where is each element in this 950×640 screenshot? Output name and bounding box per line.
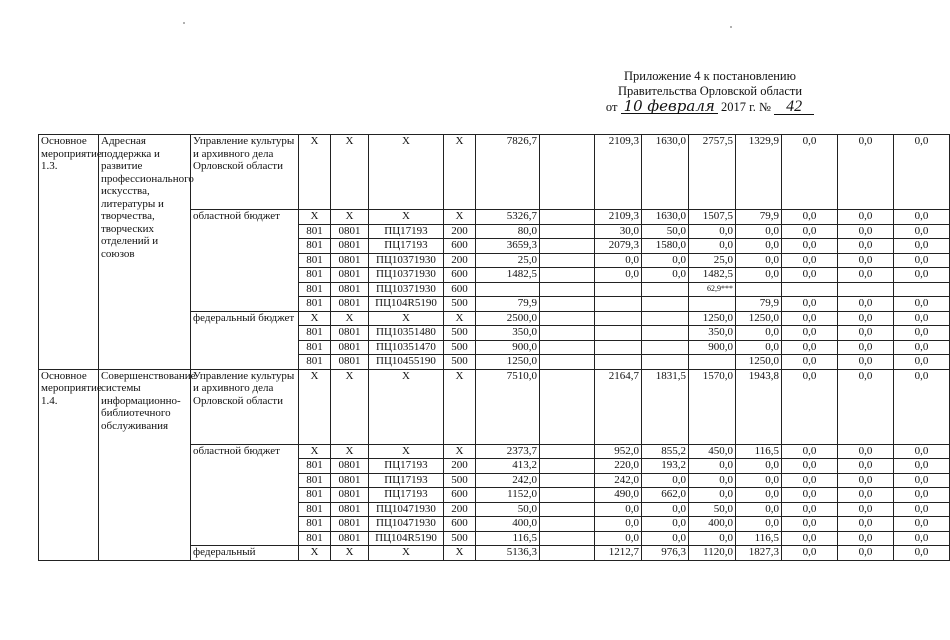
table-cell: 0801	[331, 473, 369, 488]
table-cell: 1120,0	[689, 546, 736, 561]
table-cell	[540, 253, 595, 268]
table-cell: 0,0	[642, 268, 689, 283]
table-cell: 2757,5	[689, 135, 736, 210]
table-cell: 0801	[331, 326, 369, 341]
table-cell	[540, 502, 595, 517]
table-cell: 0,0	[736, 517, 782, 532]
table-cell: 2079,3	[595, 239, 642, 254]
table-cell	[540, 239, 595, 254]
table-cell: Х	[331, 311, 369, 326]
table-cell: 62,9***	[689, 282, 736, 297]
table-cell: 3659,3	[476, 239, 540, 254]
table-cell: 600	[444, 239, 476, 254]
handwritten-date: 10 февраля	[621, 99, 718, 114]
table-cell: 1630,0	[642, 210, 689, 225]
table-cell	[595, 340, 642, 355]
table-cell: 0,0	[894, 253, 950, 268]
table-cell: 79,9	[736, 297, 782, 312]
table-cell: 2373,7	[476, 444, 540, 459]
table-cell: 1507,5	[689, 210, 736, 225]
table-cell: 801	[299, 517, 331, 532]
table-cell: 0,0	[782, 135, 838, 210]
table-cell	[689, 297, 736, 312]
table-cell	[782, 282, 838, 297]
table-cell: 0,0	[894, 311, 950, 326]
table-cell	[838, 282, 894, 297]
table-cell: 0801	[331, 224, 369, 239]
table-cell: Х	[369, 135, 444, 210]
header-line-3	[560, 99, 860, 115]
table-cell	[540, 268, 595, 283]
table-cell: 1329,9	[736, 135, 782, 210]
table-cell: 0,0	[894, 473, 950, 488]
table-cell	[595, 326, 642, 341]
table-cell: 801	[299, 297, 331, 312]
table-cell: 0801	[331, 517, 369, 532]
table-cell: Х	[331, 369, 369, 444]
table-cell: 801	[299, 531, 331, 546]
table-cell: 2109,3	[595, 135, 642, 210]
table-cell: 0801	[331, 355, 369, 370]
table-cell: 50,0	[476, 502, 540, 517]
table-cell: 0,0	[782, 369, 838, 444]
table-cell: Х	[299, 369, 331, 444]
table-cell	[642, 355, 689, 370]
section-name: Адресная поддержка и развитие профессионального искусства, литературы и творчества, творческих отделений и союзов	[99, 135, 191, 370]
table-cell	[894, 282, 950, 297]
table-cell	[540, 444, 595, 459]
table-cell: 600	[444, 268, 476, 283]
table-cell: Х	[299, 311, 331, 326]
table-cell: 801	[299, 502, 331, 517]
table-cell	[540, 297, 595, 312]
table-cell	[595, 282, 642, 297]
table-cell: 350,0	[689, 326, 736, 341]
table-cell: 7510,0	[476, 369, 540, 444]
table-cell: 5326,7	[476, 210, 540, 225]
table-cell: 0,0	[838, 135, 894, 210]
table-cell: 801	[299, 355, 331, 370]
table-cell: 25,0	[476, 253, 540, 268]
table-cell: Х	[369, 369, 444, 444]
table-cell: Х	[369, 311, 444, 326]
table-cell: 0801	[331, 502, 369, 517]
table-cell: 1831,5	[642, 369, 689, 444]
table-cell: 801	[299, 253, 331, 268]
table-cell	[540, 459, 595, 474]
table-cell: 0801	[331, 488, 369, 503]
table-cell	[736, 282, 782, 297]
table-cell: 0,0	[642, 253, 689, 268]
table-cell: 0,0	[736, 253, 782, 268]
table-cell: 0,0	[894, 135, 950, 210]
table-cell: 0801	[331, 253, 369, 268]
table-cell: ПЦ10351470	[369, 340, 444, 355]
table-cell: Х	[444, 444, 476, 459]
table-cell: ПЦ104R5190	[369, 531, 444, 546]
table-cell: 0,0	[595, 502, 642, 517]
table-cell: 1482,5	[476, 268, 540, 283]
table-cell: 0,0	[782, 355, 838, 370]
table-cell: 0,0	[838, 517, 894, 532]
table-cell: 0,0	[838, 210, 894, 225]
table-cell: Х	[299, 210, 331, 225]
table-cell: ПЦ10471930	[369, 517, 444, 532]
table-cell: 500	[444, 473, 476, 488]
table-cell: 0,0	[595, 268, 642, 283]
table-cell: 801	[299, 488, 331, 503]
table-cell: 0,0	[894, 444, 950, 459]
table-cell: 0,0	[595, 531, 642, 546]
table-cell: ПЦ17193	[369, 473, 444, 488]
table-cell	[689, 355, 736, 370]
table-cell: 2164,7	[595, 369, 642, 444]
table-cell: ПЦ10471930	[369, 502, 444, 517]
table-cell: 0,0	[642, 517, 689, 532]
table-cell: 0,0	[838, 355, 894, 370]
table-cell: 0,0	[838, 444, 894, 459]
table-cell: 0,0	[838, 268, 894, 283]
table-cell: 30,0	[595, 224, 642, 239]
table-cell: 0,0	[782, 546, 838, 561]
table-cell: 0,0	[782, 459, 838, 474]
table-cell: Х	[444, 546, 476, 561]
table-cell	[540, 546, 595, 561]
table-cell: 0,0	[736, 326, 782, 341]
table-cell: Х	[444, 210, 476, 225]
table-cell: 450,0	[689, 444, 736, 459]
table-cell: 1250,0	[736, 355, 782, 370]
table-cell: 0,0	[838, 239, 894, 254]
table-cell: 0,0	[782, 340, 838, 355]
table-cell: 801	[299, 282, 331, 297]
table-row	[39, 135, 950, 210]
table-cell: 500	[444, 297, 476, 312]
table-cell: 0,0	[894, 517, 950, 532]
table-cell: 0,0	[838, 311, 894, 326]
table-cell: 0,0	[894, 210, 950, 225]
funding-source: Управление культуры и архивного дела Орловской области	[191, 135, 299, 210]
table-cell: 220,0	[595, 459, 642, 474]
table-cell: 116,5	[736, 531, 782, 546]
table-cell: 1827,3	[736, 546, 782, 561]
table-cell: ПЦ17193	[369, 488, 444, 503]
table-cell: 0,0	[894, 326, 950, 341]
table-cell: 200	[444, 253, 476, 268]
table-cell: 0,0	[838, 546, 894, 561]
table-cell: ПЦ10371930	[369, 268, 444, 283]
table-cell: 0,0	[838, 253, 894, 268]
table-cell: 0,0	[689, 531, 736, 546]
table-cell: 0,0	[689, 473, 736, 488]
table-cell	[540, 340, 595, 355]
table-cell: 0,0	[689, 239, 736, 254]
table-cell: 350,0	[476, 326, 540, 341]
table-cell	[540, 135, 595, 210]
table-cell: 25,0	[689, 253, 736, 268]
table-cell: 0,0	[595, 253, 642, 268]
table-cell	[642, 326, 689, 341]
table-cell	[540, 282, 595, 297]
table-cell: 0,0	[894, 459, 950, 474]
table-cell: ПЦ10351480	[369, 326, 444, 341]
table-cell: 0,0	[642, 473, 689, 488]
table-cell: 600	[444, 517, 476, 532]
table-cell: 0,0	[689, 459, 736, 474]
section-name: Совершенствование системы информационно-библиотечного обслуживания	[99, 369, 191, 560]
header-line-1: Приложение 4 к постановлению	[624, 69, 796, 83]
table-cell: 0,0	[782, 210, 838, 225]
table-cell: Х	[331, 135, 369, 210]
table-cell: 0,0	[642, 502, 689, 517]
table-cell: ПЦ10455190	[369, 355, 444, 370]
table-cell: Х	[299, 546, 331, 561]
table-cell: 801	[299, 459, 331, 474]
table-cell: ПЦ10371930	[369, 253, 444, 268]
table-cell: 976,3	[642, 546, 689, 561]
table-cell: 0,0	[894, 224, 950, 239]
funding-source: Управление культуры и архивного дела Орловской области	[191, 369, 299, 444]
table-cell	[540, 488, 595, 503]
table-cell	[642, 340, 689, 355]
table-cell: 0,0	[782, 326, 838, 341]
table-cell: ПЦ17193	[369, 459, 444, 474]
table-cell: Х	[299, 444, 331, 459]
header-year: 2017 г. №	[720, 100, 771, 114]
table-cell: 0,0	[736, 488, 782, 503]
table-cell: 0,0	[736, 224, 782, 239]
table-cell: 1570,0	[689, 369, 736, 444]
table-cell: Х	[369, 546, 444, 561]
table-cell	[540, 311, 595, 326]
table-cell: 900,0	[476, 340, 540, 355]
table-cell: 490,0	[595, 488, 642, 503]
table-cell: 0,0	[894, 488, 950, 503]
funding-source: областной бюджет	[191, 210, 299, 312]
budget-table	[38, 134, 950, 561]
table-cell	[642, 282, 689, 297]
table-cell: 79,9	[476, 297, 540, 312]
table-cell: 2500,0	[476, 311, 540, 326]
table-cell: 1630,0	[642, 135, 689, 210]
table-cell: 1580,0	[642, 239, 689, 254]
table-cell: 600	[444, 282, 476, 297]
header-from: от	[605, 100, 618, 114]
table-cell: 400,0	[689, 517, 736, 532]
table-cell: 0,0	[782, 224, 838, 239]
table-cell: 0,0	[894, 502, 950, 517]
table-cell: Х	[331, 546, 369, 561]
table-cell: 200	[444, 459, 476, 474]
table-cell: 0801	[331, 239, 369, 254]
table-cell: 0,0	[782, 297, 838, 312]
table-cell: 801	[299, 268, 331, 283]
table-cell: 0,0	[736, 239, 782, 254]
table-cell: 855,2	[642, 444, 689, 459]
table-cell: 1943,8	[736, 369, 782, 444]
table-cell: 0,0	[782, 253, 838, 268]
table-cell: 0,0	[838, 473, 894, 488]
table-cell: 500	[444, 355, 476, 370]
table-body	[39, 135, 950, 561]
funding-source: федеральный	[191, 546, 299, 561]
table-cell: 0,0	[782, 473, 838, 488]
table-cell: 116,5	[476, 531, 540, 546]
table-cell: 0,0	[595, 517, 642, 532]
table-cell: 200	[444, 224, 476, 239]
table-cell: 0,0	[838, 369, 894, 444]
table-cell: Х	[369, 444, 444, 459]
table-cell: 0,0	[689, 488, 736, 503]
table-cell: 801	[299, 473, 331, 488]
table-cell	[540, 531, 595, 546]
table-cell	[540, 369, 595, 444]
table-cell: 0,0	[736, 502, 782, 517]
table-cell: 500	[444, 340, 476, 355]
table-cell: 801	[299, 340, 331, 355]
table-cell: 500	[444, 531, 476, 546]
table-cell: 0,0	[838, 502, 894, 517]
table-cell	[540, 355, 595, 370]
table-cell: 0801	[331, 282, 369, 297]
table-cell: 801	[299, 224, 331, 239]
document-header	[560, 69, 860, 115]
table-cell: 0,0	[838, 459, 894, 474]
table-cell: Х	[331, 210, 369, 225]
table-cell: 1482,5	[689, 268, 736, 283]
table-cell: 0,0	[736, 340, 782, 355]
table-cell: 0,0	[838, 224, 894, 239]
table-cell: Х	[444, 369, 476, 444]
table-cell: 50,0	[689, 502, 736, 517]
table-cell: 0,0	[894, 340, 950, 355]
table-cell: 413,2	[476, 459, 540, 474]
table-cell: 0801	[331, 459, 369, 474]
table-cell	[540, 210, 595, 225]
funding-source: федеральный бюджет	[191, 311, 299, 369]
table-cell: 0,0	[838, 297, 894, 312]
section-label: Основное мероприятие 1.3.	[39, 135, 99, 370]
table-cell	[642, 311, 689, 326]
table-cell: 0,0	[894, 355, 950, 370]
table-cell: 0801	[331, 531, 369, 546]
table-cell	[595, 297, 642, 312]
table-cell: ПЦ17193	[369, 239, 444, 254]
table-cell	[642, 297, 689, 312]
table-cell: 193,2	[642, 459, 689, 474]
table-cell: 0,0	[838, 531, 894, 546]
table-cell: 1250,0	[476, 355, 540, 370]
table-cell: 0,0	[782, 268, 838, 283]
table-cell: 200	[444, 502, 476, 517]
handwritten-number: 42	[774, 100, 814, 115]
table-cell: 0,0	[782, 239, 838, 254]
table-cell: 1250,0	[736, 311, 782, 326]
table-cell: 400,0	[476, 517, 540, 532]
header-line-2: Правительства Орловской области	[617, 84, 803, 98]
table-cell: 0,0	[894, 268, 950, 283]
scan-speck	[730, 26, 732, 28]
table-cell: 801	[299, 326, 331, 341]
table-cell: 50,0	[642, 224, 689, 239]
table-cell: 0,0	[782, 311, 838, 326]
table-cell: 0,0	[782, 517, 838, 532]
table-cell: 0,0	[642, 531, 689, 546]
table-cell	[540, 473, 595, 488]
table-cell: ПЦ10371930	[369, 282, 444, 297]
table-cell: 0,0	[736, 268, 782, 283]
table-cell: 801	[299, 239, 331, 254]
scan-speck	[183, 22, 185, 24]
table-cell	[476, 282, 540, 297]
table-cell: 952,0	[595, 444, 642, 459]
table-cell: 116,5	[736, 444, 782, 459]
table-cell	[540, 224, 595, 239]
table-cell: Х	[299, 135, 331, 210]
table-cell: 5136,3	[476, 546, 540, 561]
table-cell: ПЦ104R5190	[369, 297, 444, 312]
section-label: Основное мероприятие 1.4.	[39, 369, 99, 560]
table-cell: 0,0	[782, 444, 838, 459]
funding-source: областной бюджет	[191, 444, 299, 546]
table-cell: ПЦ17193	[369, 224, 444, 239]
table-cell	[595, 311, 642, 326]
table-cell: 1152,0	[476, 488, 540, 503]
table-cell: 0,0	[838, 340, 894, 355]
table-cell: 0,0	[894, 369, 950, 444]
table-cell: 900,0	[689, 340, 736, 355]
table-cell: 0,0	[782, 502, 838, 517]
table-cell: 0,0	[782, 488, 838, 503]
table-cell: 0,0	[838, 326, 894, 341]
table-row	[39, 369, 950, 444]
table-cell: 1250,0	[689, 311, 736, 326]
table-cell: 242,0	[595, 473, 642, 488]
table-cell: 7826,7	[476, 135, 540, 210]
table-cell: 0,0	[736, 473, 782, 488]
table-cell: 500	[444, 326, 476, 341]
table-cell: 0,0	[894, 297, 950, 312]
table-cell: 242,0	[476, 473, 540, 488]
table-cell: 79,9	[736, 210, 782, 225]
table-cell	[540, 517, 595, 532]
table-cell: 0,0	[894, 531, 950, 546]
table-cell: 0,0	[894, 239, 950, 254]
table-cell: 0,0	[689, 224, 736, 239]
table-cell: Х	[331, 444, 369, 459]
table-cell	[595, 355, 642, 370]
table-cell: 80,0	[476, 224, 540, 239]
table-cell: 0,0	[894, 546, 950, 561]
table-cell	[540, 326, 595, 341]
table-cell: 662,0	[642, 488, 689, 503]
table-cell: Х	[444, 135, 476, 210]
table-cell: Х	[444, 311, 476, 326]
table-cell: 0,0	[736, 459, 782, 474]
table-cell: 0,0	[838, 488, 894, 503]
table-cell: 0801	[331, 340, 369, 355]
table-cell: 0801	[331, 268, 369, 283]
table-cell: 1212,7	[595, 546, 642, 561]
table-cell: Х	[369, 210, 444, 225]
table-cell: 0801	[331, 297, 369, 312]
table-cell: 600	[444, 488, 476, 503]
table-cell: 2109,3	[595, 210, 642, 225]
table-cell: 0,0	[782, 531, 838, 546]
